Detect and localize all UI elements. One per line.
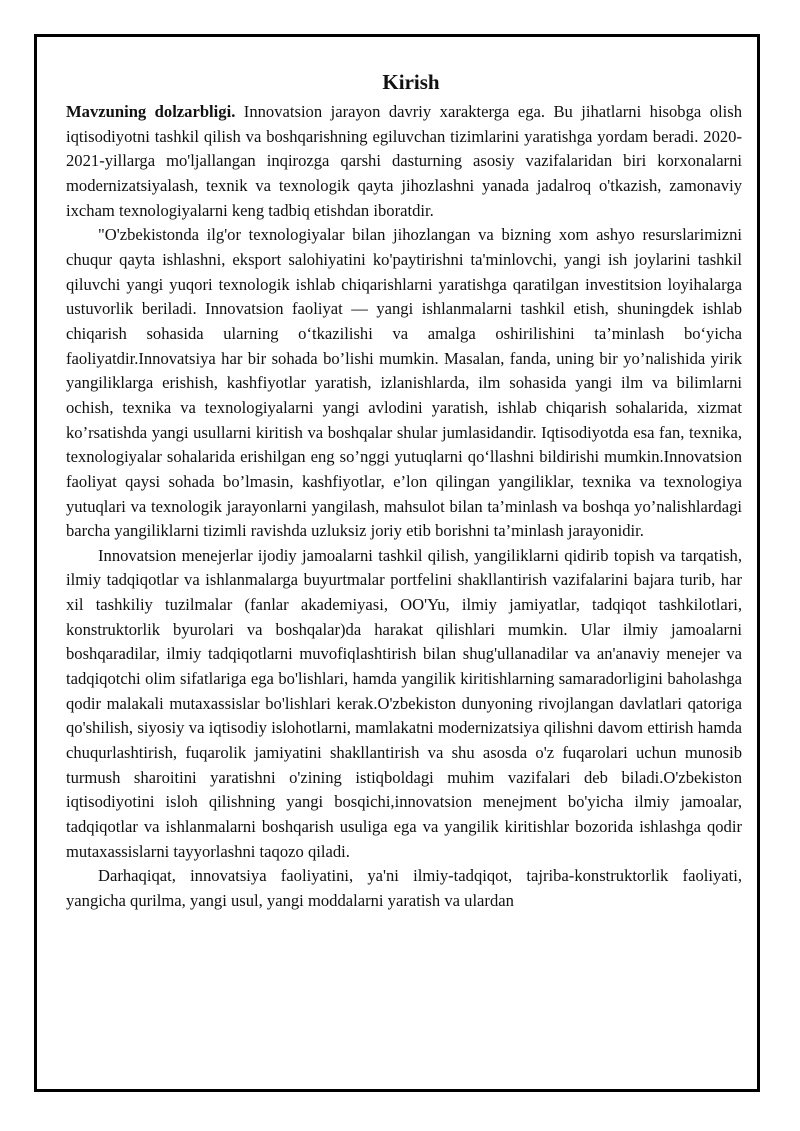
document-body [66, 62, 742, 914]
paragraph-conclusion-start: Darhaqiqat, innovatsiya faoliyatini, ya'ni ilmiy-tadqiqot, tajriba-konstruktorlik faoliyati, yangicha qurilma, yangi usul, yangi moddalarni yaratish va ulardan [66, 866, 742, 910]
relevance-heading: Mavzuning dolzarbligi. [66, 102, 236, 121]
paragraph-innovation-managers: Innovatsion menejerlar ijodiy jamoalarni tashkil qilish, yangiliklarni qidirib topish va tarqatish, ilmiy tadqiqotlar va ishlanmalarga buyurtmalar portfelini shakllantirish vazifalarini bajara turib, har xil tashkiliy tuzilmalar (fanlar akademiyasi, OO'Yu, ilmiy jamiyatlar, tadqiqot tashkilotlari, konstruktorlik byurolari va boshqalar)da harakat qilishlari mumkin. Ular ilmiy jamoalarni boshqaradilar, ilmiy tadqiqotlarni muvofiqlashtirish bilan shug'ullanadilar va an'anaviy menejer va tadqiqotchi olim sifatlariga ega bo'lishlari, hamda yangilik kiritishlarning samaradorligini baholashga qodir malakali mutaxassislar bo'lishlari kerak.O'zbekiston dunyoning rivojlangan davlatlari qatoriga qo'shilish, siyosiy va iqtisodiy islohotlarni, mamlakatni modernizatsiya qilishni davom ettirish hamda chuqurlashtirish, fuqarolik jamiyatini shakllantirish va shu asosda o'z fuqarolari uchun munosib turmush sharoitini yaratishni o'zining istiqboldagi muhim vazifalari deb biladi.O'zbekiston iqtisodiyotini isloh qilishning yangi bosqichi,innovatsion menejment bo'yicha ilmiy jamoalar, tadqiqotlar va ishlanmalarni boshqarish usuliga ega va yangilik kiritishlar bozorida ishlashga qodir mutaxassislarni tayyorlashni taqozo qiladi. [66, 545, 742, 861]
paragraph-relevance [66, 100, 742, 223]
relevance-text: Innovatsion jarayon davriy xarakterga ega. Bu jihatlarni hisobga olish iqtisodiyotni tashkil qilish va boshqarishning egiluvchan tizimlarini yaratishga yordam beradi. 2020-2021-yillarga mo'ljallangan inqirozga qarshi dasturning asosiy vazifalaridan biri korxonalarni modernizatsiyalash, texnik va texnologik qayta jihozlashni yanada jadalroq o'tkazish, zamonaviy ixcham texnologiyalarni keng tadbiq etishdan iboratdir. [66, 102, 742, 220]
document-title: Kirish [382, 70, 440, 94]
paragraph-innovation-activity: "O'zbekistonda ilg'or texnologiyalar bilan jihozlangan va bizning xom ashyo resurslarimizni chuqur qayta ishlashni, eksport salohiyatini ko'paytirishni ta'minlovchi, yangi ish joylarini tashkil qiluvchi yangi yuqori texnologik ishlab chiqarishlarni yaratishga qaratilgan investitsion loyihalarga ustuvorlik beriladi. Innovatsion faoliyat — yangi ishlanmalarni tashkil etish, shuningdek ishlab chiqarish sohasida ularning o‘tkazilishi va amalga oshirilishini ta’minlash bo‘yicha faoliyatdir.Innovatsiya har bir sohada bo’lishi mumkin. Masalan, fanda, uning bir yo’nalishida yirik yangiliklarga erishish, kashfiyotlar yaratish, izlanishlarda, ilm sohasida yangi ilm va bilimlarni ochish, texnika va texnologiyalarni yangi avlodini yaratish, ishlab chiqarish sohalarida, xizmat ko’rsatishda yangi usullarni kiritish va boshqalar shular jumlasidandir. Iqtisodiyotda esa fan, texnika, texnologiyalar sohalarida erishilgan eng so’nggi yutuqlarni qo‘llashni bildirishi mumkin.Innovatsion faoliyat qaysi sohada bo’lmasin, kashfiyotlar, e’lon qilingan yangiliklar, texnika va texnologiya yutuqlari va texnologik jarayonlarni yangilash, mahsulot bilan ta’minlash va boshqa yo’nalishlardagi barcha yangiliklarni tizimli ravishda uzluksiz joriy etib borishni ta’minlash jarayonidir. [66, 225, 742, 541]
